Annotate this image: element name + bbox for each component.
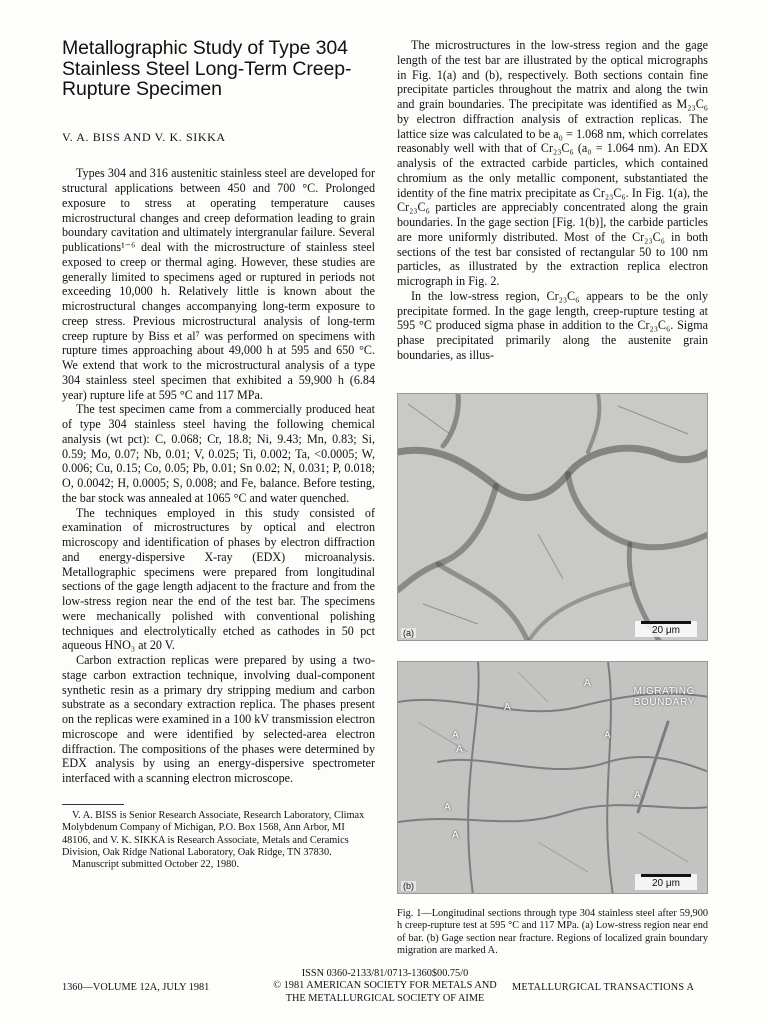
micrograph-panel-a (397, 393, 708, 641)
article-title: Metallographic Study of Type 304 Stainless Steel Long-Term Creep-Rupture Specimen (62, 37, 352, 100)
footer-copyright-line2: THE METALLURGICAL SOCIETY OF AIME (285, 992, 485, 1004)
figure-caption: Fig. 1—Longitudinal sections through type 304 stainless steel after 59,900 h creep-rupture test at 595 °C and 117 MPa. (a) Low-stress region near end of bar. (b) Gage section near fracture. Regions of localized grain boundary migration are marked A. (397, 908, 708, 957)
region-marker-a: A (456, 744, 463, 755)
paragraph-intro: Types 304 and 316 austenitic stainless steel are developed for structural applications between 450 and 700 °C. Prolonged exposure to stress at operating temperature causes microstructural changes and creep deformation leading to grain boundary cavitation and ultimately intergranular failure. Several publications¹⁻⁶ deal with the microstructure of stainless steel exposed to creep or thermal aging. However, these studies are generally limited to specimens aged or ruptured in periods not exceeding 10,000 h. Relatively little is known about the microstructural changes accompanying long-term exposure to creep stress. Previous microstructural analysis of long-term creep rupture by Biss et al⁷ was performed on specimens with rupture times approaching about 49,000 h at 595 and 650 °C. We extend that work to the microstructural analysis of a type 304 stainless steel specimen that exhibited a 59,900 h (6.84 year) rupture life at 595 °C and 117 MPa. (62, 166, 375, 402)
paragraph-material: The test specimen came from a commercially produced heat of type 304 stainless steel having the following chemical analysis (wt pct): C, 0.068; Cr, 18.8; Ni, 9.43; Mn, 0.83; Si, 0.59; Mo, 0.07; Nb, 0.01; V, 0.025; Ti, 0.002; Ta, <0.0005; W, 0.006; Cu, 0.15; Co, 0.05; Pb, 0.01; Sn 0.02; N, 0.031; P, 0.018; O, 0.0042; H, 0.0005; S, 0.008; and Fe, balance. Before testing, the bar stock was annealed at 1065 °C and water quenched. (62, 402, 375, 505)
footer-issn: ISSN 0360-2133/81/0713-1360$00.75/0 (301, 968, 469, 979)
footer-center (240, 968, 530, 1005)
region-marker-a: A (504, 702, 511, 713)
panel-a-scale-text: 20 μm (652, 625, 680, 636)
right-column (397, 38, 708, 363)
region-marker-a: A (444, 802, 451, 813)
footnote-separator (62, 804, 124, 805)
region-marker-a: A (452, 730, 459, 741)
region-marker-a: A (584, 678, 591, 689)
micrograph-panel-b (397, 661, 708, 894)
annotation-line-1: MIGRATING (633, 686, 695, 697)
scale-bar-line (641, 874, 691, 877)
manuscript-date-footnote: Manuscript submitted October 22, 1980. (72, 859, 240, 871)
footer-journal: METALLURGICAL TRANSACTIONS A (512, 982, 695, 993)
paragraph-techniques: The techniques employed in this study consisted of examination of microstructures by optical and electron microscopy and identification of phases by electron diffraction and energy-dispersive X-ray (EDX) microanalysis. Metallographic specimens were prepared from longitudinal sections of the gage length adjacent to the fracture and from the low-stress region near the end of the test bar. The specimens were mechanically polished with conventional polishing techniques and electrolytically etched as cathodes in 50 pct aqueous HNO₃ at 20 V. (62, 505, 375, 653)
footer-volume: 1360—VOLUME 12A, JULY 1981 (62, 982, 210, 993)
paragraph-replicas: Carbon extraction replicas were prepared by using a two-stage carbon extraction technique, involving dual-component synthetic resin as a primary dry stripping medium and carbon substrate as a secondary extraction replica. The phases present on the replicas were examined in a 100 kV transmission electron microscope and were identified by selected-area electron diffraction. The compositions of the phases were determined by EDX analysis by using an energy-dispersive spectrometer interfaced with a scanning electron microscope. (62, 653, 375, 785)
annotation-line-2: BOUNDARY (633, 697, 695, 708)
region-marker-a: A (604, 730, 611, 741)
paragraph-sigma-phase: In the low-stress region, Cr₂₃C₆ appears to be the only precipitate formed. In the gage length, creep-rupture testing at 595 °C produced sigma phase in addition to the Cr₂₃C₆. Sigma phase precipitated primarily along the austenite grain boundaries, as illus- (397, 288, 708, 362)
panel-b-label: (b) (403, 881, 414, 891)
authors: V. A. BISS AND V. K. SIKKA (62, 129, 226, 144)
region-marker-a: A (452, 830, 459, 841)
left-column (62, 38, 375, 872)
author-affiliation-footnote: V. A. BISS is Senior Research Associate, Research Laboratory, Climax Molybdenum Company of Michigan, P.O. Box 1568, Ann Arbor, MI 48106, and V. K. SIKKA is Research Associate, Metals and Ceramics Division, Oak Ridge National Laboratory, Oak Ridge, TN 37830. (62, 809, 365, 858)
micrograph-a-image (398, 394, 708, 641)
panel-a-scale-bar (635, 621, 697, 637)
panel-a-label: (a) (403, 628, 414, 638)
scale-bar-line (641, 621, 691, 624)
panel-b-scale-text: 20 μm (652, 878, 680, 889)
paragraph-microstructures: The microstructures in the low-stress region and the gage length of the test bar are illustrated by the optical micrographs in Fig. 1(a) and (b), respectively. Both sections contain fine precipitate particles throughout the matrix and along the twin and grain boundaries. The precipitate was identified as M₂₃C₆ by electron diffraction analysis of extraction replicas. The lattice size was calculated to be a₀ = 1.068 nm, which correlates reasonably well with that of Cr₂₃C₆ (a₀ = 1.064 nm). An EDX analysis of the extracted carbide particles, which contained chromium as the only metallic component, substantiated the identity of the fine matrix precipitate as Cr₂₃C₆. In Fig. 1(a), the Cr₂₃C₆ particles are appreciably concentrated along the grain boundaries. In the gage section [Fig. 1(b)], the carbide particles are more uniformly distributed. Most of the Cr₂₃C₆ in both sections of the test bar consisted of rectangular 50 to 100 nm particles, as illustrated by the extraction replica electron micrograph in Fig. 2. (397, 38, 708, 288)
panel-b-scale-bar (635, 874, 697, 890)
region-marker-a: A (634, 790, 641, 801)
footer-copyright-line1: © 1981 AMERICAN SOCIETY FOR METALS AND (273, 980, 497, 992)
migrating-boundary-annotation (634, 686, 695, 708)
